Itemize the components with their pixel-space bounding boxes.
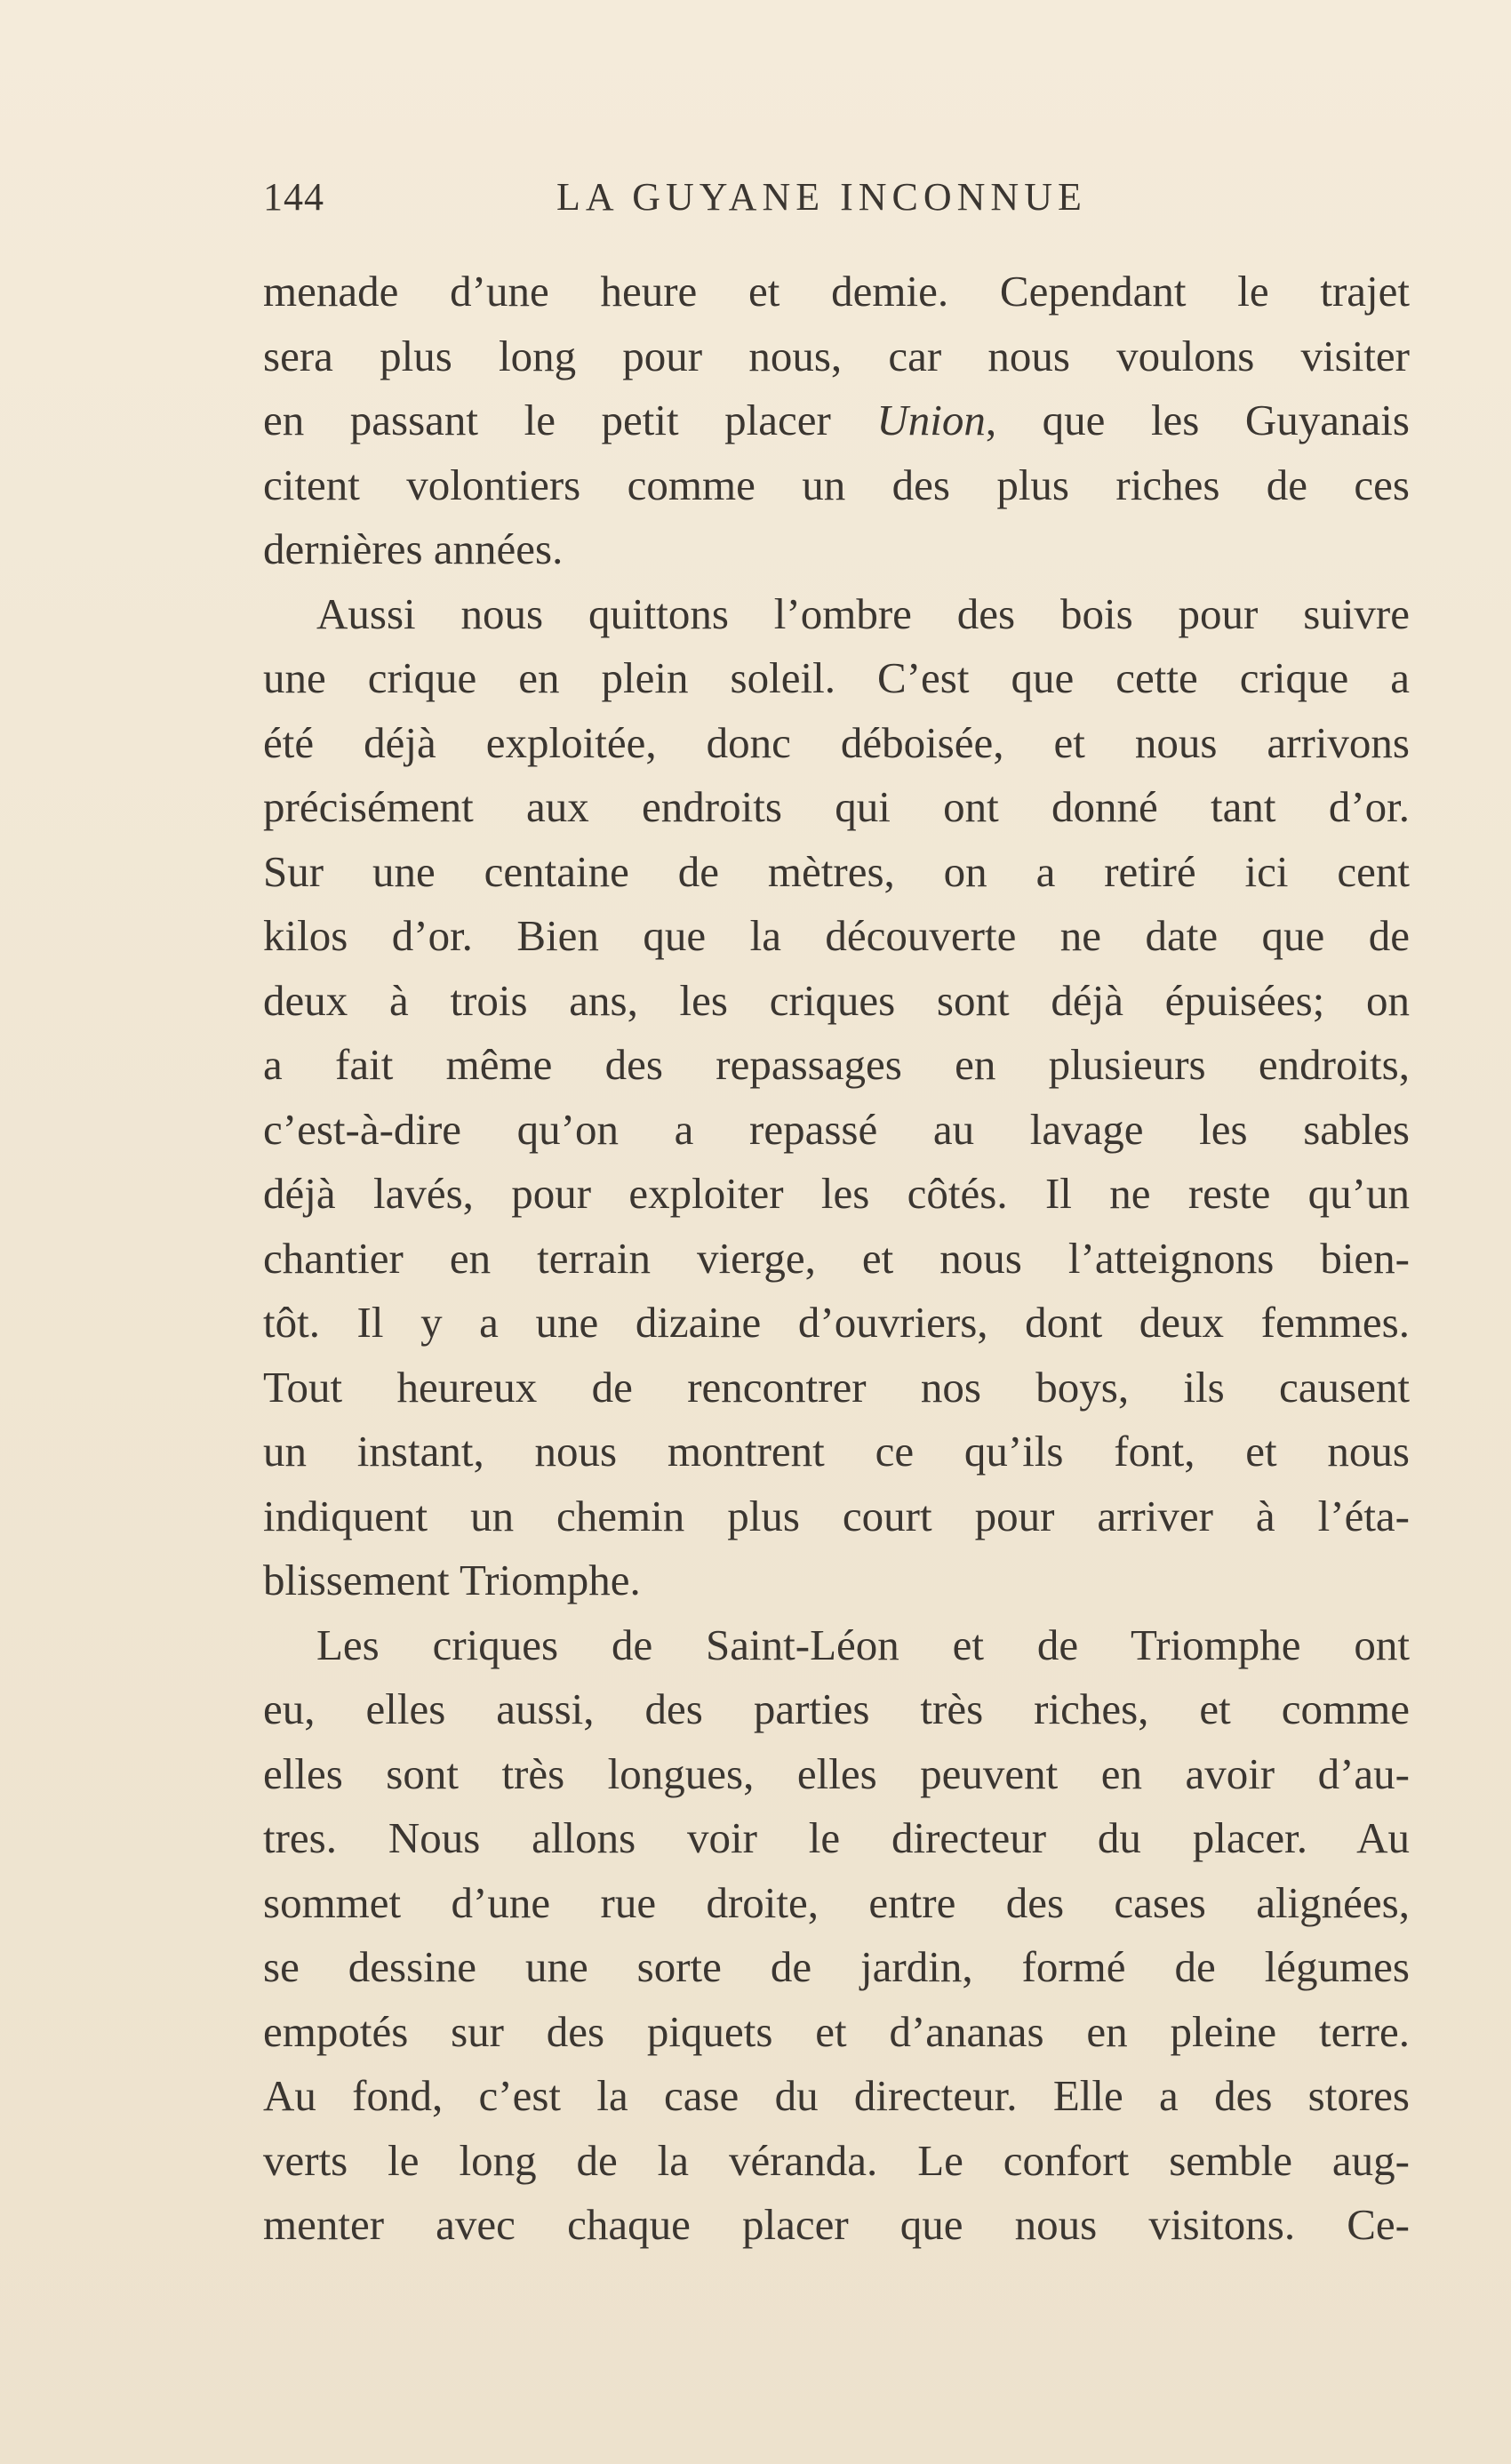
text-line: eu, elles aussi, des parties très riches, et comme xyxy=(263,1684,1410,1733)
text-line: blissement Triomphe. xyxy=(263,1556,641,1604)
text-line: sera plus long pour nous, car nous voulons visiter xyxy=(263,331,1410,380)
text-line: chantier en terrain vierge, et nous l’atteignons bien- xyxy=(263,1233,1410,1283)
text-line: citent volontiers comme un des plus riches de ces xyxy=(263,460,1410,509)
text-line: Sur une centaine de mètres, on a retiré ici cent xyxy=(263,846,1410,896)
text-segment: , que les Guyanais xyxy=(985,396,1410,444)
page-number: 144 xyxy=(263,175,324,219)
text-line: déjà lavés, pour exploiter les côtés. Il ne reste qu’un xyxy=(263,1169,1410,1218)
text-line: deux à trois ans, les criques sont déjà épuisées; on xyxy=(263,975,1410,1025)
text-line: menade d’une heure et demie. Cependant le trajet xyxy=(263,267,1410,316)
text-line: kilos d’or. Bien que la découverte ne date que de xyxy=(263,911,1410,960)
text-line: précisément aux endroits qui ont donné tant d’or. xyxy=(263,782,1410,831)
text-line: Tout heureux de rencontrer nos boys, ils causent xyxy=(263,1362,1410,1412)
page-header xyxy=(263,174,1410,228)
text-line: tres. Nous allons voir le directeur du placer. Au xyxy=(263,1813,1410,1862)
text-line: a fait même des repassages en plusieurs endroits, xyxy=(263,1040,1410,1089)
italic-placer-name: Union xyxy=(876,396,986,444)
text-line: tôt. Il y a une dizaine d’ouvriers, dont deux femmes. xyxy=(263,1298,1410,1347)
text-line: empotés sur des piquets et d’ananas en pleine terre. xyxy=(263,2006,1410,2056)
text-line xyxy=(263,388,1410,453)
text-line: indiquent un chemin plus court pour arriver à l’éta- xyxy=(263,1491,1410,1540)
text-line: se dessine une sorte de jardin, formé de légumes xyxy=(263,1942,1410,1991)
text-line: Aussi nous quittons l’ombre des bois pour suivre xyxy=(316,588,1410,638)
text-line: verts le long de la véranda. Le confort semble aug- xyxy=(263,2135,1410,2185)
text-segment: en passant le petit placer xyxy=(263,396,831,444)
text-line: Les criques de Saint-Léon et de Triomphe ont xyxy=(316,1620,1410,1669)
running-title: LA GUYANE INCONNUE xyxy=(556,175,1087,219)
text-line: c’est-à-dire qu’on a repassé au lavage les sables xyxy=(263,1104,1410,1154)
text-line: été déjà exploitée, donc déboisée, et nous arrivons xyxy=(263,717,1410,767)
text-line: elles sont très longues, elles peuvent en avoir d’au- xyxy=(263,1748,1410,1798)
text-line: une crique en plein soleil. C’est que cette crique a xyxy=(263,653,1410,702)
text-line: sommet d’une rue droite, entre des cases alignées, xyxy=(263,1877,1410,1927)
body-text xyxy=(263,260,1410,2258)
text-line: dernières années. xyxy=(263,524,564,573)
text-line: Au fond, c’est la case du directeur. Elle a des stores xyxy=(263,2071,1410,2120)
text-line: menter avec chaque placer que nous visitons. Ce- xyxy=(263,2200,1410,2249)
text-line: un instant, nous montrent ce qu’ils font, et nous xyxy=(263,1427,1410,1476)
